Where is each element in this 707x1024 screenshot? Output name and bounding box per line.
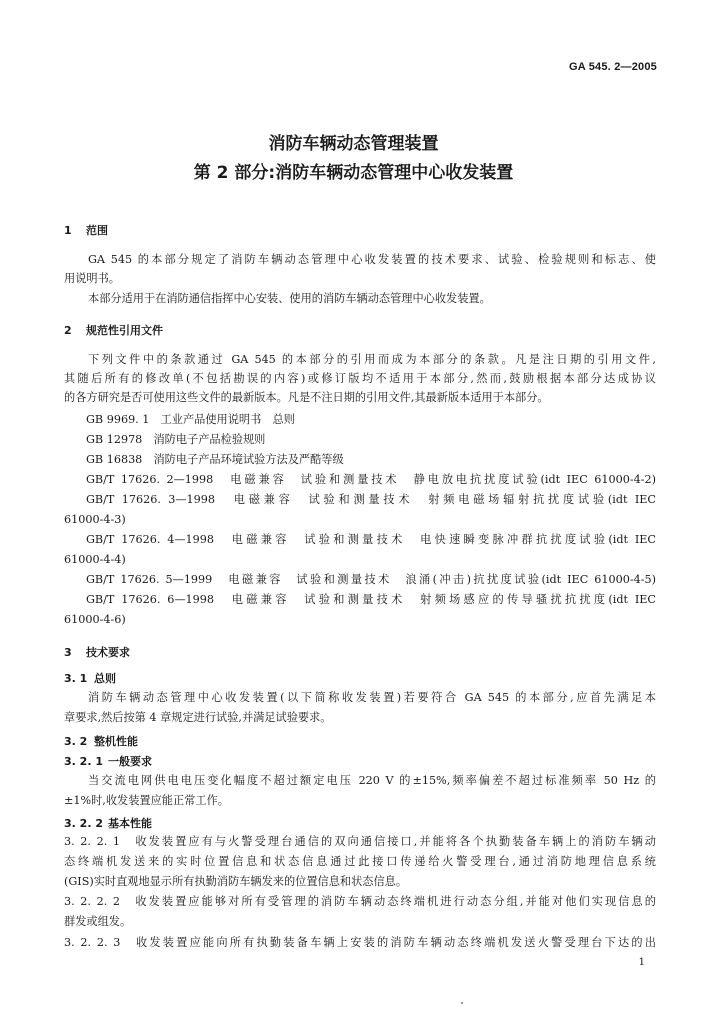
section-1-heading: 1 范围 [64,224,108,237]
section-3-2-1-heading: 3. 2. 1 一般要求 [64,755,152,768]
general-paragraph-line: 章要求,然后按第 4 章规定进行试验,并满足试验要求。 [64,711,332,724]
reference-item-continuation: 61000-4-4) [64,553,126,566]
section-3-1-heading: 3. 1 总则 [64,672,116,685]
scope-paragraph-line: 用说明书。 [64,272,120,285]
reference-item-continuation: 61000-4-3) [64,513,126,526]
section-2-heading: 2 规范性引用文件 [64,324,163,337]
reference-item: GB/T 17626. 3—1998 电磁兼容 试验和测量技术 射频电磁场辐射抗扰度试验(idt IEC [86,493,656,506]
reference-item: GB/T 17626. 5—1999 电磁兼容 试验和测量技术 浪涌(冲击)抗扰度试验(idt IEC 61000-4-5) [86,573,656,586]
scope-applicability: 本部分适用于在消防通信指挥中心安装、使用的消防车辆动态管理中心收发装置。 [88,292,491,305]
references-intro-line: 的各方研究是否可使用这些文件的最新版本。凡是不注日期的引用文件,其最新版本适用于本部分。 [64,391,549,404]
clause-3-2-2-2-line: 群发或组发。 [64,915,132,928]
general-requirements-line: ±1%时,收发装置应能正常工作。 [64,794,229,807]
clause-3-2-2-1-line: 态终端机发送来的实时位置信息和状态信息通过此接口传递给火警受理台,通过消防地理信息系统 [64,855,656,868]
general-requirements-line: 当交流电网供电电压变化幅度不超过额定电压 220 V 的±15%,频率偏差不超过标准频率 50 Hz 的 [88,774,656,787]
reference-item: GB 16838 消防电子产品环境试验方法及严酷等级 [86,453,344,466]
section-3-2-2-heading: 3. 2. 2 基本性能 [64,817,152,830]
standard-number: GA 545. 2—2005 [568,61,657,73]
scope-paragraph-line: GA 545 的本部分规定了消防车辆动态管理中心收发装置的技术要求、试验、检验规则和标志、使 [88,253,656,266]
reference-item: GB/T 17626. 2—1998 电磁兼容 试验和测量技术 静电放电抗扰度试验(idt IEC 61000-4-2) [86,473,656,486]
references-intro-line: 其随后所有的修改单(不包括勘误的内容)或修订版均不适用于本部分,然而,鼓励根据本部分达成协议 [64,372,656,385]
references-intro-line: 下列文件中的条款通过 GA 545 的本部分的引用而成为本部分的条款。凡是注日期的引用文件, [88,353,656,366]
clause-3-2-2-2-line: 3. 2. 2. 2 收发装置应能够对所有受管理的消防车辆动态终端机进行动态分组,并能对他们实现信息的 [64,895,656,908]
reference-item: GB/T 17626. 4—1998 电磁兼容 试验和测量技术 电快速瞬变脉冲群抗扰度试验(idt IEC [86,533,656,546]
general-paragraph-line: 消防车辆动态管理中心收发装置(以下简称收发装置)若要符合 GA 545 的本部分,应首先满足本 [88,691,656,704]
clause-3-2-2-3-line: 3. 2. 2. 3 收发装置应能向所有执勤装备车辆上安装的消防车辆动态终端机发送火警受理台下达的出 [64,936,656,949]
section-3-heading: 3 技术要求 [64,646,130,659]
clause-3-2-2-1-line: 3. 2. 2. 1 收发装置应有与火警受理台通信的双向通信接口,并能将各个执勤装备车辆上的消防车辆动 [64,835,656,848]
clause-3-2-2-1-line: (GIS)实时直观地显示所有执勤消防车辆发来的位置信息和状态信息。 [64,875,408,888]
reference-item: GB 12978 消防电子产品检验规则 [86,433,266,446]
reference-item-continuation: 61000-4-6) [64,613,126,626]
document-subtitle: 第 2 部分:消防车辆动态管理中心收发装置 [193,163,514,183]
scan-speck [461,1002,463,1004]
section-3-2-heading: 3. 2 整机性能 [64,735,138,748]
reference-item: GB/T 17626. 6—1998 电磁兼容 试验和测量技术 射频场感应的传导骚扰抗扰度(idt IEC [86,593,656,606]
page-number: 1 [638,957,645,968]
document-title: 消防车辆动态管理装置 [268,134,439,154]
reference-item: GB 9969. 1 工业产品使用说明书 总则 [86,413,295,426]
